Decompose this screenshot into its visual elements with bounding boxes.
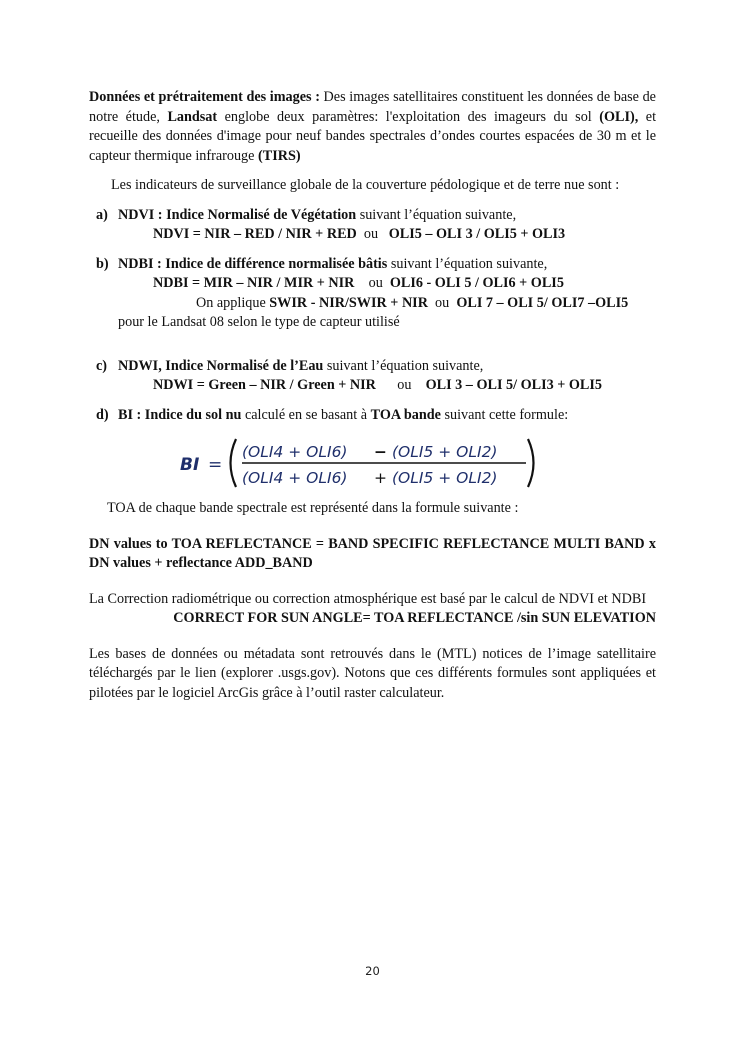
formula-ndbi: NDBI = MIR – NIR / MIR + NIR xyxy=(153,275,355,291)
paragraph-intro: Les indicateurs de surveillance globale de la couverture pédologique et de terre nue sont : xyxy=(111,177,620,193)
item-label: c) xyxy=(96,357,108,374)
numerator-minus: − xyxy=(373,443,387,461)
item-title: NDWI, Indice Normalisé de l’Eau xyxy=(118,357,324,374)
formula-line xyxy=(118,294,656,314)
item-label: a) xyxy=(96,206,108,223)
item-text: suivant l’équation suivante, xyxy=(356,206,517,223)
formula-eq: = xyxy=(207,455,222,475)
list-item-ndwi xyxy=(89,357,656,396)
formula-ndwi: NDWI = Green – NIR / Green + NIR xyxy=(153,377,376,393)
denominator-a: (OLI4 + OLI6) xyxy=(241,469,347,487)
text-or: ou xyxy=(368,275,383,291)
text-span: et recueille des données d'image pour neuf bandes spectrales d’ondes courtes espacées de 30 m et le capteur thermique infrarouge xyxy=(89,108,657,164)
item-text: suivant cette formule: xyxy=(440,406,569,423)
denominator-plus: + xyxy=(373,469,387,487)
term-toa: TOA bande xyxy=(370,406,441,423)
formula-ndwi-oli: OLI 3 – OLI 5/ OLI3 + OLI5 xyxy=(425,377,602,393)
item-title-line xyxy=(118,406,656,426)
formula-swir: SWIR - NIR/SWIR + NIR xyxy=(269,294,428,311)
text-or: ou xyxy=(435,294,450,311)
term-oli: (OLI), xyxy=(599,108,639,125)
heading-donnees: Données et prétraitement des images : xyxy=(89,89,320,105)
item-label: d) xyxy=(96,406,109,423)
term-landsat: Landsat xyxy=(167,108,218,125)
item-label: b) xyxy=(96,255,109,272)
item-title-line xyxy=(118,206,656,226)
formula-line xyxy=(118,376,656,396)
item-title: BI : Indice du sol nu xyxy=(118,406,242,423)
numerator-a: (OLI4 + OLI6) xyxy=(241,443,347,461)
formula-line xyxy=(118,274,656,294)
list-item-ndvi xyxy=(89,206,656,245)
denominator-b: (OLI5 + OLI2) xyxy=(391,469,497,487)
text-span: Des images satellitaires constituent les données de base de notre étude, xyxy=(89,89,656,125)
text-span: englobe deux paramètres: l'exploitation des imageurs du sol xyxy=(217,108,600,125)
formula-ndbi-oli: OLI6 - OLI 5 / OLI6 + OLI5 xyxy=(389,275,564,291)
item-title: NDBI : Indice de différence normalisée bâtis xyxy=(118,255,388,272)
formula-ndvi-oli: OLI5 – OLI 3 / OLI5 + OLI3 xyxy=(388,226,566,242)
list-item-bi xyxy=(89,406,656,426)
item-text: suivant l’équation suivante, xyxy=(387,255,548,272)
item-text: On applique xyxy=(196,294,270,311)
item-note: pour le Landsat 08 selon le type de capteur utilisé xyxy=(118,314,400,330)
paragraph-donnees xyxy=(89,88,656,166)
formula-lhs: BI xyxy=(179,455,199,475)
correction-text: La Correction radiométrique ou correction atmosphérique est basé par le calcul de NDVI et NDBI xyxy=(89,590,647,607)
bi-formula xyxy=(89,435,656,491)
numerator-b: (OLI5 + OLI2) xyxy=(391,443,497,461)
paragraph-correction xyxy=(89,590,656,629)
formula-swir-oli: OLI 7 – OLI 5/ OLI7 –OLI5 xyxy=(456,294,629,311)
formula-ndvi: NDVI = NIR – RED / NIR + RED xyxy=(153,226,357,242)
paragraph-bases: Les bases de données ou métadata sont retrouvés dans le (MTL) notices de l’image satellitaire téléchargés par le lien (explorer .usgs.gov). Notons que ces différents formules sont appliquées et pilotées par le logiciel ArcGis grâce à l’outil raster calculateur. xyxy=(89,645,656,701)
term-tirs: (TIRS) xyxy=(258,147,301,164)
list-item-ndbi xyxy=(89,255,656,333)
bi-formula-svg xyxy=(178,435,538,491)
item-title-line xyxy=(118,255,656,275)
page-body xyxy=(89,88,656,703)
text-or: ou xyxy=(363,226,379,242)
right-paren xyxy=(528,439,534,487)
left-paren xyxy=(230,439,236,487)
paragraph-toa: TOA de chaque bande spectrale est représenté dans la formule suivante : xyxy=(107,500,519,516)
sun-formula: CORRECT FOR SUN ANGLE= TOA REFLECTANCE /sin SUN ELEVATION xyxy=(173,610,656,626)
item-text: calculé en se basant à xyxy=(241,406,371,423)
item-text: suivant l’équation suivante, xyxy=(323,357,484,374)
page-number: 20 xyxy=(365,964,380,978)
paragraph-dn-formula: DN values to TOA REFLECTANCE = BAND SPECIFIC REFLECTANCE MULTI BAND x DN values + reflectance ADD_BAND xyxy=(89,535,656,571)
item-title: NDVI : Indice Normalisé de Végétation xyxy=(118,206,357,223)
text-or: ou xyxy=(397,377,412,393)
formula-line xyxy=(118,225,656,245)
item-title-line xyxy=(118,357,656,377)
